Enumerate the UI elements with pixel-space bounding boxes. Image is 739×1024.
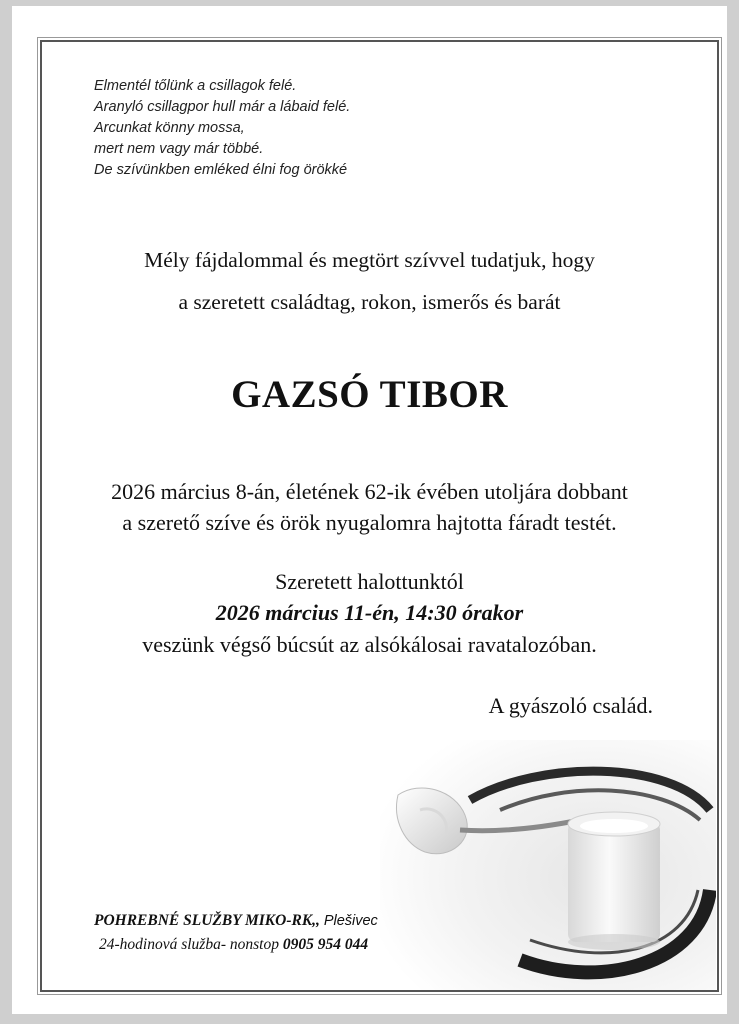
poem-line: mert nem vagy már többé. xyxy=(94,141,264,157)
footer-service: 24-hodinová služba- nonstop xyxy=(99,936,279,953)
poem xyxy=(94,76,350,181)
death-line-2: a szerető szíve és örök nyugalomra hajtotta fáradt testét. xyxy=(122,510,617,535)
funeral-datetime: 2026 március 11-én, 14:30 órakor xyxy=(215,600,524,625)
poem-line: Aranyló csillagpor hull már a lábaid felé. xyxy=(94,99,351,115)
footer-company-line xyxy=(94,912,378,930)
death-line-1: 2026 március 8-án, életének 62-ik évében utoljára dobbant xyxy=(111,479,628,504)
poem-line: De szívünkben emléked élni fog örökké xyxy=(94,162,348,178)
funeral-line-3: veszünk végső búcsút az alsókálosai ravatalozóban. xyxy=(142,632,597,657)
footer-company: POHREBNÉ SLUŽBY MIKO-RK,, xyxy=(94,912,320,929)
poem-line: Elmentél tőlünk a csillagok felé. xyxy=(94,78,297,94)
funeral-line-1: Szeretett halottunktól xyxy=(275,569,464,594)
footer-town: Plešivec xyxy=(323,913,378,929)
deceased-name: GAZSÓ TIBOR xyxy=(231,373,508,416)
poem-line: Arcunkat könny mossa, xyxy=(94,120,245,136)
footer-service-line xyxy=(99,936,368,954)
candle-and-calla-lily-icon xyxy=(380,740,716,990)
signoff: A gyászoló család. xyxy=(488,693,653,718)
intro-line-2: a szeretett családtag, rokon, ismerős és barát xyxy=(178,290,561,314)
footer-phone: 0905 954 044 xyxy=(282,936,369,953)
intro-line-1: Mély fájdalommal és megtört szívvel tudatjuk, hogy xyxy=(144,248,595,272)
